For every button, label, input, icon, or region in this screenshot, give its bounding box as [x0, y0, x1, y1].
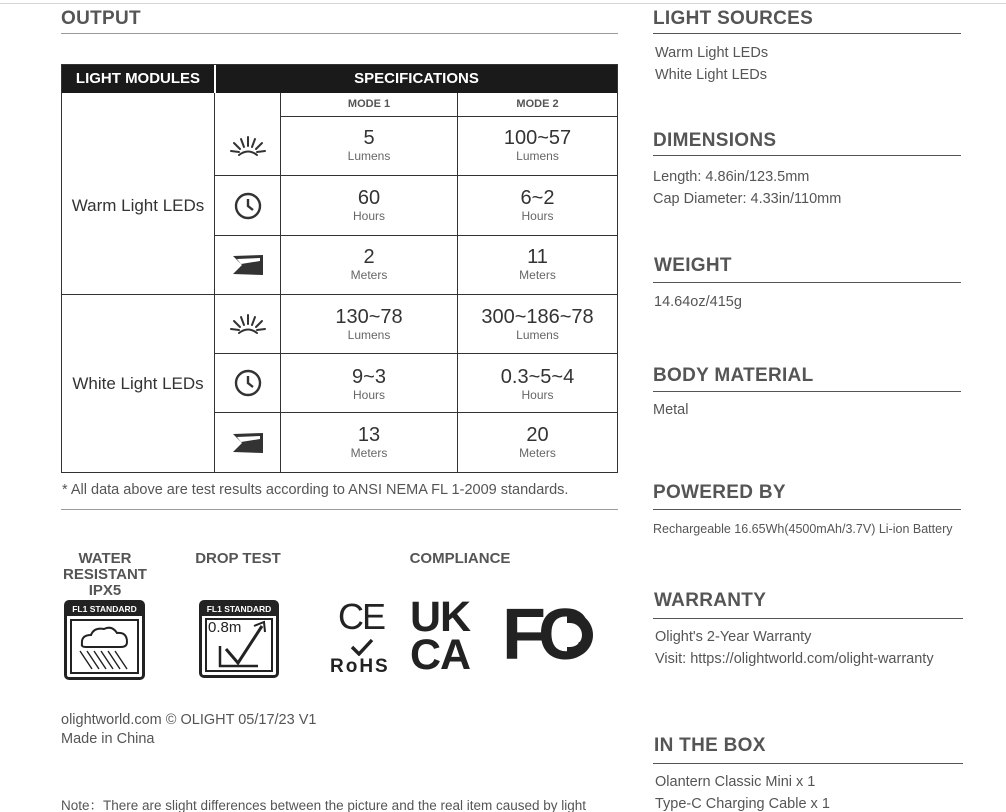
- spec-cell: 20 Meters: [519, 424, 556, 460]
- ukca-mark: UK CA: [410, 593, 471, 679]
- compliance-label: COMPLIANCE: [409, 550, 511, 567]
- spec-cell: 13 Meters: [350, 424, 388, 460]
- dimensions-title: DIMENSIONS: [653, 130, 777, 151]
- in-the-box-title: IN THE BOX: [654, 735, 766, 756]
- spec-cell: 60 Hours: [352, 187, 385, 223]
- drop-height-text: 0.8m: [208, 619, 242, 636]
- spec-cell: 6~2 Hours: [520, 187, 555, 223]
- fcc-mark: FC: [502, 595, 582, 675]
- spec-cell: 130~78 Lumens: [335, 306, 403, 342]
- weight-title: WEIGHT: [654, 255, 732, 276]
- brightness-icon: [215, 295, 280, 353]
- footnote: * All data above are test results according to ANSI NEMA FL 1-2009 standards.: [62, 482, 569, 498]
- brightness-icon: [215, 117, 280, 175]
- copyright-text: olightworld.com © OLIGHT 05/17/23 V1: [61, 712, 317, 728]
- beam-distance-icon: [215, 236, 280, 294]
- box-item: Type-C Charging Cable x 1: [655, 796, 830, 812]
- spec-cell: 9~3 Hours: [352, 366, 386, 402]
- output-rule: [61, 33, 618, 34]
- section-rule: [653, 391, 961, 392]
- light-sources-title: LIGHT SOURCES: [653, 8, 814, 29]
- clock-icon: [215, 176, 280, 235]
- ce-mark: CE: [338, 596, 385, 637]
- table-hline: [280, 116, 617, 117]
- spec-cell: 11 Meters: [519, 246, 556, 282]
- beam-distance-icon: [215, 413, 280, 472]
- module-warm-label: Warm Light LEDs: [71, 196, 205, 215]
- footnote-rule: [61, 509, 618, 510]
- water-resistant-label: WATER RESISTANT IPX5: [63, 550, 147, 599]
- rain-cloud-icon: [67, 616, 142, 677]
- made-in-text: Made in China: [61, 731, 155, 747]
- note-text: Note：There are slight differences between the picture and the real item caused by light: [61, 798, 587, 812]
- table-hline: [62, 294, 617, 295]
- top-divider: [0, 3, 1006, 4]
- dimension-item: Cap Diameter: 4.33in/110mm: [653, 191, 842, 207]
- drop-test-label: DROP TEST: [195, 550, 281, 567]
- header-specifications: SPECIFICATIONS: [216, 65, 617, 93]
- dimension-item: Length: 4.86in/123.5mm: [653, 169, 810, 185]
- spec-cell: 300~186~78 Lumens: [481, 306, 594, 342]
- section-rule: [653, 282, 961, 283]
- water-resistant-badge: FL1 STANDARD: [64, 600, 145, 680]
- light-source-item: Warm Light LEDs: [655, 45, 769, 61]
- warranty-item: Olight's 2-Year Warranty: [655, 629, 812, 645]
- body-material-item: Metal: [653, 402, 689, 418]
- spec-cell: 100~57 Lumens: [503, 127, 572, 163]
- section-rule: [653, 33, 961, 34]
- header-light-modules: LIGHT MODULES: [62, 65, 214, 93]
- weight-item: 14.64oz/415g: [654, 294, 742, 310]
- light-source-item: White Light LEDs: [655, 67, 768, 83]
- body-material-title: BODY MATERIAL: [653, 365, 814, 386]
- rohs-mark: RoHS: [330, 656, 390, 677]
- section-rule: [653, 509, 961, 510]
- warranty-title: WARRANTY: [654, 590, 767, 611]
- mode1-header: MODE 1: [347, 98, 391, 110]
- clock-icon: [215, 354, 280, 412]
- powered-by-item: Rechargeable 16.65Wh(4500mAh/3.7V) Li-ion Battery: [653, 522, 953, 536]
- section-rule: [653, 618, 963, 619]
- drop-test-badge: FL1 STANDARD 0.8m: [199, 600, 279, 678]
- warranty-link[interactable]: Visit: https://olightworld.com/olight-warranty: [655, 651, 934, 667]
- module-white-label: White Light LEDs: [72, 374, 204, 393]
- powered-by-title: POWERED BY: [653, 482, 786, 503]
- box-item: Olantern Classic Mini x 1: [655, 774, 816, 790]
- spec-cell: 2 Meters: [350, 246, 388, 282]
- output-title: OUTPUT: [61, 8, 141, 29]
- spec-table: [61, 64, 618, 473]
- mode2-header: MODE 2: [516, 98, 559, 110]
- checkmark-icon: [350, 638, 374, 656]
- fcc-mark-extra-c: [567, 612, 593, 658]
- section-rule: [653, 155, 961, 156]
- section-rule: [653, 763, 963, 764]
- spec-cell: 5 Lumens: [347, 127, 391, 163]
- spec-cell: 0.3~5~4 Hours: [500, 366, 575, 402]
